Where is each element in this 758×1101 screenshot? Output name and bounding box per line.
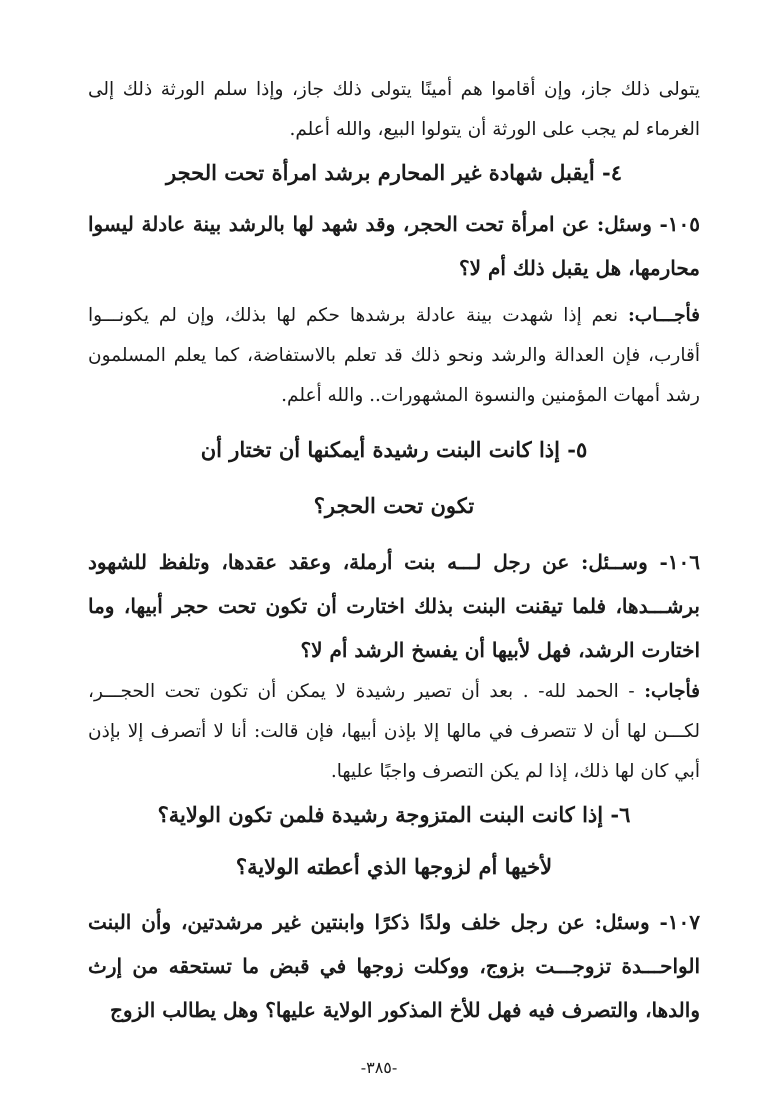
answer-106 — [88, 672, 700, 792]
answer-105-lead: فأجـــاب: — [627, 305, 700, 326]
question-105: ١٠٥- وسئل: عن امرأة تحت الحجر، وقد شهد لها بالرشد بينة عادلة ليسوا محارمها، هل يقبل ذلك أم لا؟ — [88, 212, 700, 280]
section-6-heading-line2: لأخيها أم لزوجها الذي أعطته الولاية؟ — [235, 854, 553, 879]
question-107: ١٠٧- وسئل: عن رجل خلف ولدًا ذكرًا وابنتين غير مرشدتين، وأن البنت الواحـــدة تزوجـــت بزوج، ووكلت زوجها في قبض ما تستحقه من إرث والدها، والتصرف فيه فهل للأخ المذكور الولاية عليها؟ وهل يطالب الزوج — [88, 910, 700, 1022]
section-5-heading-line2: تكون تحت الحجر؟ — [313, 493, 475, 518]
answer-105 — [88, 296, 700, 416]
section-4-heading: ٤- أيقبل شهادة غير المحارم برشد امرأة تحت الحجر — [166, 160, 622, 185]
page-number: -٣٨٥- — [360, 1058, 398, 1077]
answer-106-lead: فأجاب: — [644, 681, 700, 702]
section-5-heading-line1: ٥- إذا كانت البنت رشيدة أيمكنها أن تختار أن — [200, 437, 588, 462]
answer-106-text: - الحمد لله- . بعد أن تصير رشيدة لا يمكن أن تكون تحت الحجـــر، لكـــن لها أن لا تتصرف في مالها إلا بإذن أبيها، فإن قالت: أنا لا أتصرف إلا بإذن أبي كان لها ذلك، إذا لم يكن التصرف واجبًا عليها. — [88, 681, 700, 782]
section-6-heading-line1: ٦- إذا كانت البنت المتزوجة رشيدة فلمن تكون الولاية؟ — [157, 802, 631, 827]
page-body — [88, 70, 700, 1032]
answer-105-text: نعم إذا شهدت بينة عادلة برشدها حكم لها بذلك، وإن لم يكونـــوا أقارب، فإن العدالة والرشد ونحو ذلك قد تعلم بالاستفاضة، كما يعلم المسلمون رشد أمهات المؤمنين والنسوة المشهورات.. والله أعلم. — [88, 305, 700, 406]
question-106: ١٠٦- وســئل: عن رجل لـــه بنت أرملة، وعقد عقدها، وتلفظ للشهود برشـــدها، فلما تيقنت البنت بذلك اختارت أن تكون تحت حجر أبيها، وما اختارت الرشد، فهل لأبيها أن يفسخ الرشد أم لا؟ — [88, 550, 700, 662]
intro-paragraph: يتولى ذلك جاز، وإن أقاموا هم أمينًا يتولى ذلك جاز، وإذا سلم الورثة ذلك إلى الغرماء لم يجب على الورثة أن يتولوا البيع، والله أعلم. — [88, 79, 700, 140]
